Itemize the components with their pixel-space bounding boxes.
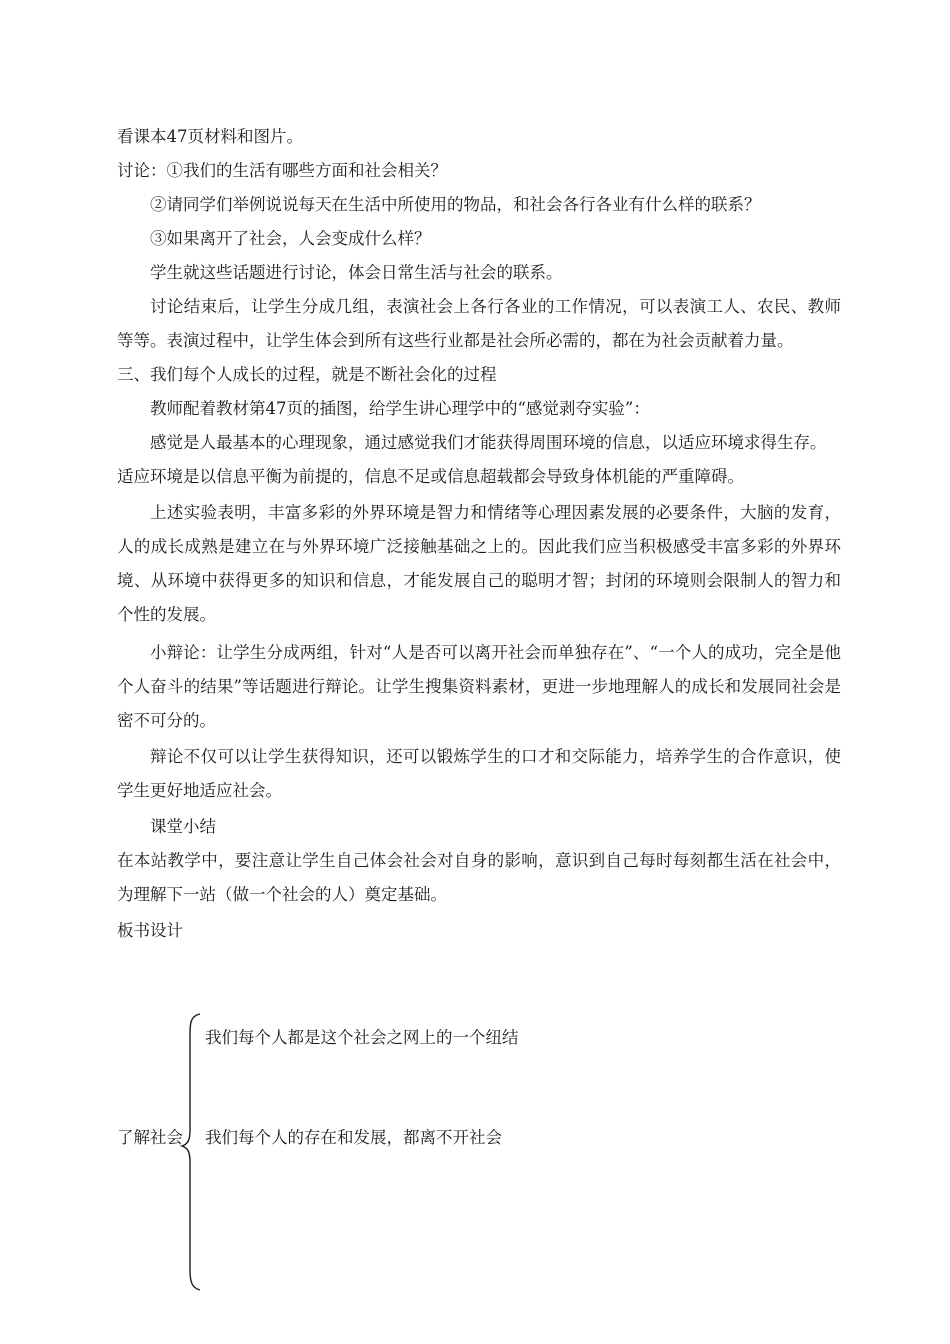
section-heading: 三、我们每个人成长的过程，就是不断社会化的过程 xyxy=(117,365,497,384)
paragraph: 在本站教学中，要注意让学生自己体会社会对自身的影响，意识到自己每时每刻都生活在社会中，为理解下一站（做一个社会的人）奠定基础。 xyxy=(117,851,841,904)
paragraph: 看课本47页材料和图片。 xyxy=(117,127,303,146)
paragraph: 上述实验表明，丰富多彩的外界环境是智力和情绪等心理因素发展的必要条件，大脑的发育，人的成长成熟是建立在与外界环境广泛接触基础之上的。因此我们应当积极感受丰富多彩的外界环境、从环境中获得更多的知识和信息，才能发展自己的聪明才智；封闭的环境则会限制人的智力和个性的发展。 xyxy=(117,503,841,624)
discussion-question-2: ②请同学们举例说说每天在生活中所使用的物品，和社会各行各业有什么样的联系？ xyxy=(150,195,761,214)
paragraph: 辩论不仅可以让学生获得知识，还可以锻炼学生的口才和交际能力，培养学生的合作意识，使学生更好地适应社会。 xyxy=(117,747,841,800)
subheading-class-summary: 课堂小结 xyxy=(150,817,216,836)
curly-brace-icon xyxy=(180,1012,204,1292)
paragraph: 感觉是人最基本的心理现象，通过感觉我们才能获得周围环境的信息，以适应环境求得生存。 xyxy=(150,433,827,452)
paragraph: 适应环境是以信息平衡为前提的，信息不足或信息超载都会导致身体机能的严重障碍。 xyxy=(117,467,744,486)
discussion-question-3: ③如果离开了社会，人会变成什么样？ xyxy=(150,229,431,248)
paragraph: 讨论结束后，让学生分成几组，表演社会上各行各业的工作情况，可以表演工人、农民、教师等等。表演过程中，让学生体会到所有这些行业都是社会所必需的，都在为社会贡献着力量。 xyxy=(117,297,841,350)
subheading-board-design: 板书设计 xyxy=(117,921,183,940)
paragraph: 教师配着教材第47页的插图，给学生讲心理学中的“感觉剥夺实验”： xyxy=(150,399,650,418)
paragraph: 小辩论：让学生分成两组，针对“人是否可以离开社会而单独存在”、“一个人的成功，完全是他个人奋斗的结果”等话题进行辩论。让学生搜集资料素材，更进一步地理解人的成长和发展同社会是密不可分的。 xyxy=(117,643,841,730)
board-root-label: 了解社会 xyxy=(117,1128,183,1147)
discussion-question-1: 讨论：①我们的生活有哪些方面和社会相关？ xyxy=(117,161,447,180)
board-item: 我们每个人都是这个社会之网上的一个纽结 xyxy=(205,1028,519,1047)
paragraph: 学生就这些话题进行讨论，体会日常生活与社会的联系。 xyxy=(150,263,563,282)
board-item: 我们每个人的存在和发展，都离不开社会 xyxy=(205,1128,502,1147)
